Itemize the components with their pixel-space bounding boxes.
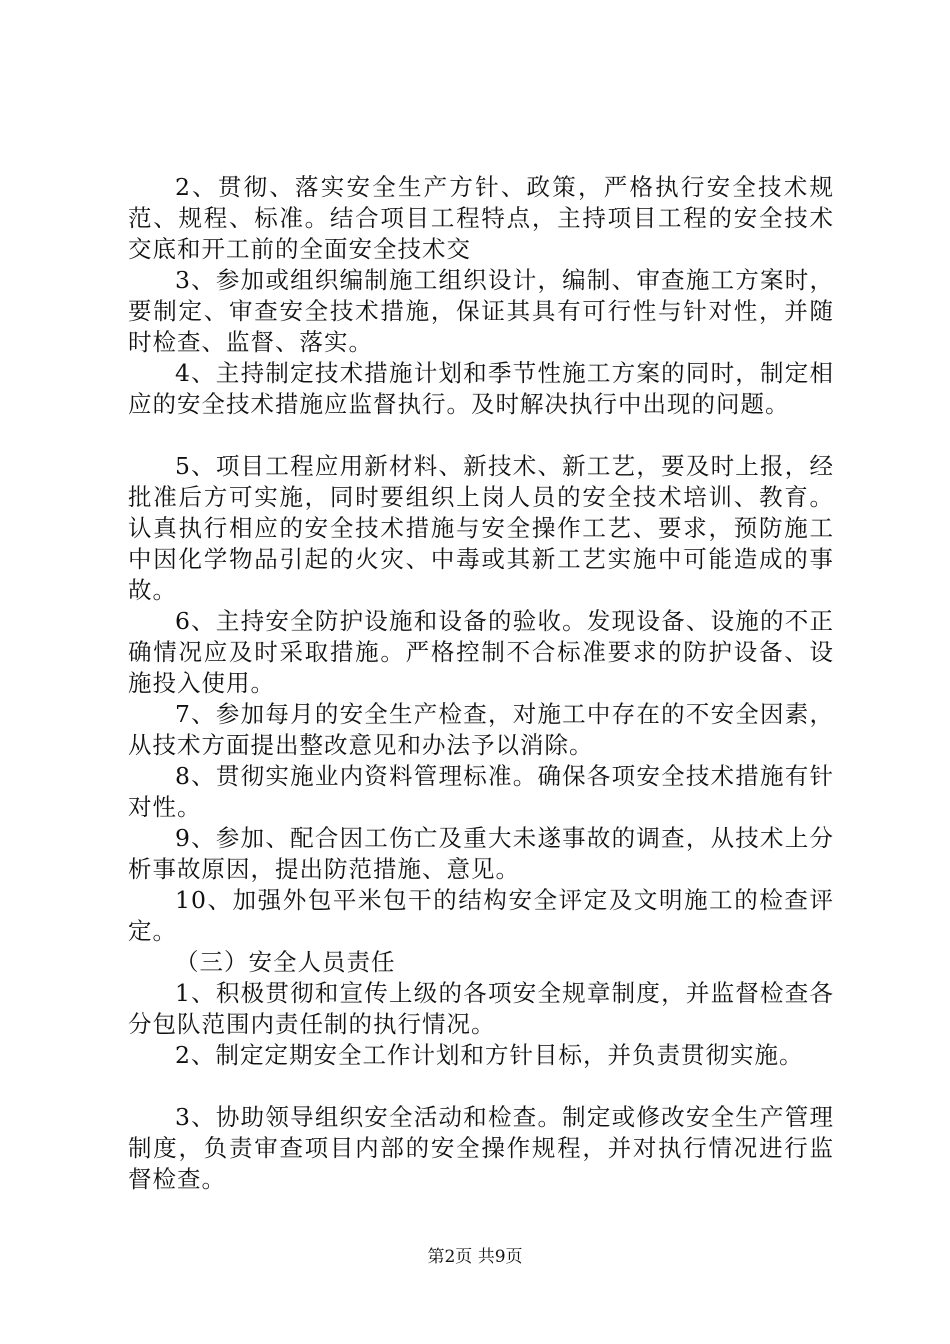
paragraph-9: 9、参加、配合因工伤亡及重大未遂事故的调查，从技术上分析事故原因，提出防范措施、意见。 (128, 824, 834, 883)
blank-line (128, 420, 834, 451)
paragraph-3: 3、参加或组织编制施工组织设计，编制、审查施工方案时，要制定、审查安全技术措施，保证其具有可行性与针对性，并随时检查、监督、落实。 (128, 266, 834, 356)
paragraph-safety-3: 3、协助领导组织安全活动和检查。制定或修改安全生产管理制度，负责审查项目内部的安全操作规程，并对执行情况进行监督检查。 (128, 1103, 834, 1193)
paragraph-8: 8、贯彻实施业内资料管理标准。确保各项安全技术措施有针对性。 (128, 762, 834, 821)
paragraph-2: 2、贯彻、落实安全生产方针、政策，严格执行安全技术规范、规程、标准。结合项目工程特点，主持项目工程的安全技术交底和开工前的全面安全技术交 (128, 173, 834, 263)
page-number-footer: 第2页 共9页 (427, 1247, 523, 1267)
document-body (128, 172, 834, 1195)
paragraph-4: 4、主持制定技术措施计划和季节性施工方案的同时，制定相应的安全技术措施应监督执行。及时解决执行中出现的问题。 (128, 359, 834, 418)
paragraph-safety-2: 2、制定定期安全工作计划和方针目标，并负责贯彻实施。 (175, 1041, 804, 1069)
paragraph-6: 6、主持安全防护设施和设备的验收。发现设备、设施的不正确情况应及时采取措施。严格控制不合标准要求的防护设备、设施投入使用。 (128, 607, 834, 697)
paragraph-5: 5、项目工程应用新材料、新技术、新工艺，要及时上报，经批准后方可实施，同时要组织上岗人员的安全技术培训、教育。认真执行相应的安全技术措施与安全操作工艺、要求，预防施工中因化学物品引起的火灾、中毒或其新工艺实施中可能造成的事故。 (128, 452, 834, 604)
paragraph-7: 7、参加每月的安全生产检查，对施工中存在的不安全因素，从技术方面提出整改意见和办法予以消除。 (128, 700, 834, 759)
paragraph-safety-1: 1、积极贯彻和宣传上级的各项安全规章制度，并监督检查各分包队范围内责任制的执行情况。 (128, 979, 834, 1038)
blank-line (128, 1071, 834, 1102)
section-heading-safety-staff: （三）安全人员责任 (175, 948, 396, 976)
paragraph-10: 10、加强外包平米包干的结构安全评定及文明施工的检查评定。 (128, 886, 834, 945)
